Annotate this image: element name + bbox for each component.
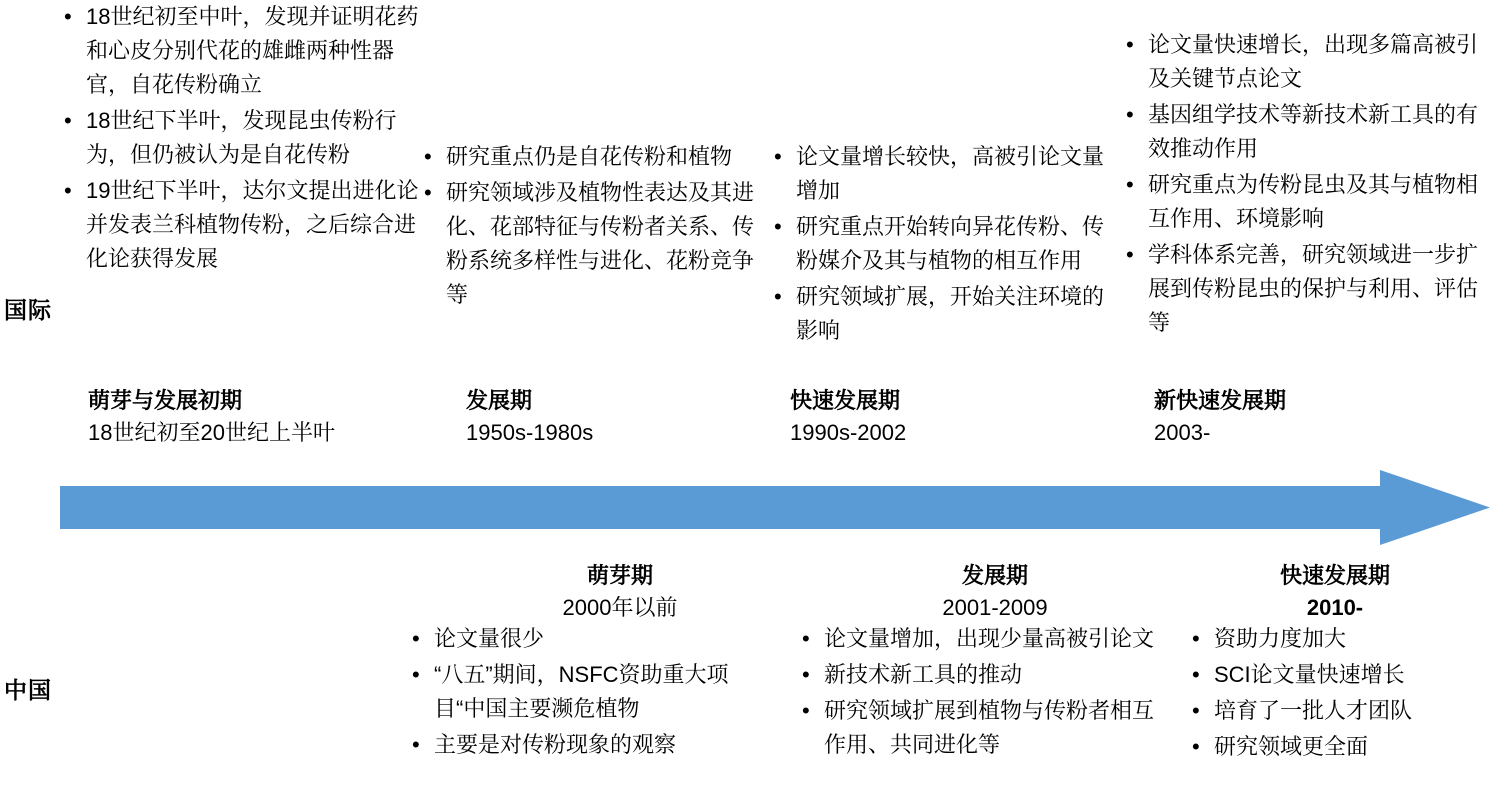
phase-name: 发展期 xyxy=(961,563,1028,588)
list-item: • 研究重点开始转向异花传粉、传粉媒介及其与植物的相互作用 xyxy=(766,210,1114,278)
phase-name: 新快速发展期 xyxy=(1154,388,1287,413)
list-item: • 基因组学技术等新技术新工具的有效推动作用 xyxy=(1118,98,1490,166)
china-phase-3 xyxy=(1190,560,1480,624)
timeline-arrow xyxy=(60,470,1490,545)
international-phase-2 xyxy=(466,385,766,449)
international-column-2-bullets xyxy=(416,140,768,314)
phase-name: 萌芽期 xyxy=(586,563,653,588)
china-column-1-bullets xyxy=(404,622,768,764)
list-item: • 论文量增长较快，高被引论文量增加 xyxy=(766,140,1114,208)
phase-range: 2000年以前 xyxy=(562,595,678,620)
list-item: • 19世纪下半叶，达尔文提出进化论并发表兰科植物传粉，之后综合进化论获得发展 xyxy=(56,174,426,276)
list-item: • “八五”期间，NSFC资助重大项目“中国主要濒危植物 xyxy=(404,658,768,726)
china-column-3-bullets xyxy=(1184,622,1494,766)
list-item: • 培育了一批人才团队 xyxy=(1184,694,1494,728)
international-column-3-bullets xyxy=(766,140,1114,350)
international-phase-4 xyxy=(1154,385,1484,449)
list-item: • 学科体系完善，研究领域进一步扩展到传粉昆虫的保护与利用、评估等 xyxy=(1118,238,1490,340)
list-item: • 新技术新工具的推动 xyxy=(794,658,1174,692)
international-phase-3 xyxy=(790,385,1090,449)
phase-range: 18世纪初至20世纪上半叶 xyxy=(88,420,335,445)
list-item: • 研究重点为传粉昆虫及其与植物相互作用、环境影响 xyxy=(1118,168,1490,236)
row-label-international: 国际 xyxy=(4,297,52,323)
list-item: • 18世纪初至中叶，发现并证明花药和心皮分别代花的雄雌两种性器官，自花传粉确立 xyxy=(56,0,426,102)
phase-range: 2001-2009 xyxy=(942,595,1048,620)
international-phase-1 xyxy=(88,385,428,449)
list-item: • 研究领域扩展，开始关注环境的影响 xyxy=(766,280,1114,348)
list-item: • 论文量快速增长，出现多篇高被引及关键节点论文 xyxy=(1118,28,1490,96)
list-item: • 研究领域更全面 xyxy=(1184,730,1494,764)
list-item: • 研究领域扩展到植物与传粉者相互作用、共同进化等 xyxy=(794,694,1174,762)
list-item: • 研究重点仍是自花传粉和植物 xyxy=(416,140,768,174)
list-item: • 研究领域涉及植物性表达及其进化、花部特征与传粉者关系、传粉系统多样性与进化、花粉竞争等 xyxy=(416,176,768,312)
china-phase-2 xyxy=(830,560,1160,624)
list-item: • 论文量增加，出现少量高被引论文 xyxy=(794,622,1174,656)
phase-name: 快速发展期 xyxy=(1279,563,1390,588)
phase-name: 快速发展期 xyxy=(790,388,901,413)
phase-name: 萌芽与发展初期 xyxy=(88,388,243,413)
phase-name: 发展期 xyxy=(466,388,533,413)
list-item: • 论文量很少 xyxy=(404,622,768,656)
list-item: • 资助力度加大 xyxy=(1184,622,1494,656)
phase-range: 2010- xyxy=(1306,595,1364,620)
phase-range: 2003- xyxy=(1154,420,1211,445)
china-phase-1 xyxy=(440,560,800,624)
phase-range: 1950s-1980s xyxy=(466,420,594,445)
international-column-4-bullets xyxy=(1118,28,1490,342)
phase-range: 1990s-2002 xyxy=(790,420,907,445)
row-label-china: 中国 xyxy=(4,677,52,703)
list-item: • 18世纪下半叶，发现昆虫传粉行为，但仍被认为是自花传粉 xyxy=(56,104,426,172)
list-item: • SCI论文量快速增长 xyxy=(1184,658,1494,692)
international-column-1-bullets xyxy=(56,0,426,278)
china-column-2-bullets xyxy=(794,622,1174,764)
list-item: • 主要是对传粉现象的观察 xyxy=(404,728,768,762)
